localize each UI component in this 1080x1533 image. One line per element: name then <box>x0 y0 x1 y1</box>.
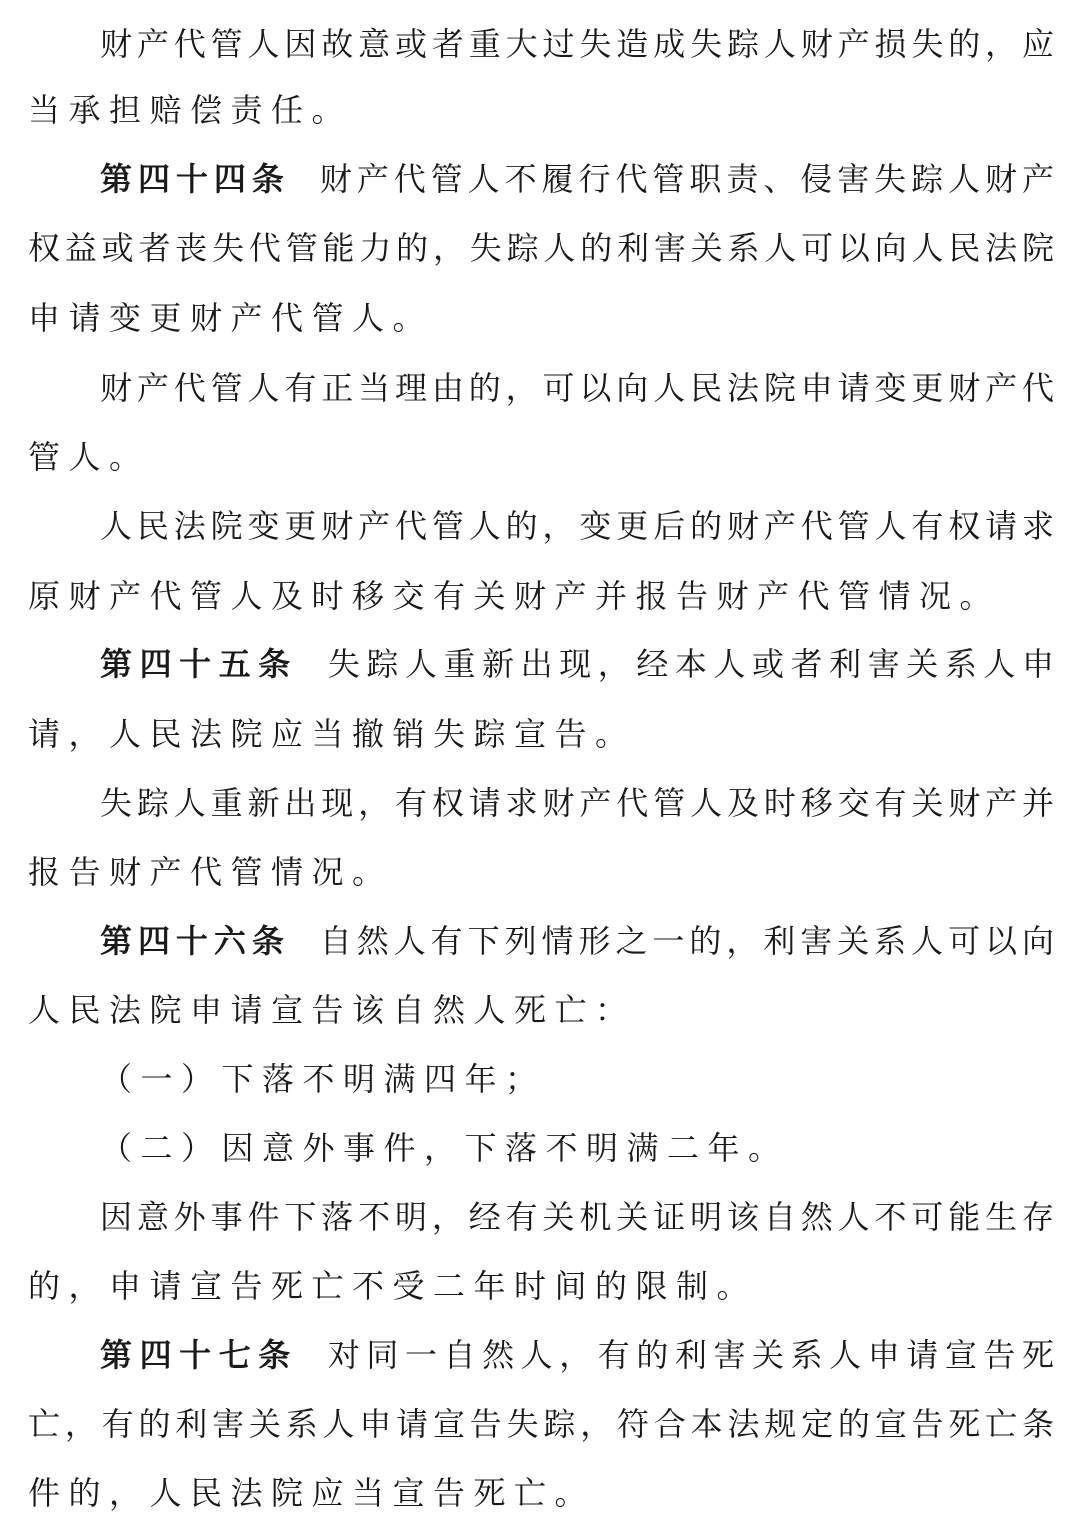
paragraph-line <box>28 848 1054 896</box>
line-text: 原财产代管人及时移交有关财产并报告财产代管情况。 <box>28 577 1001 615</box>
paragraph-line <box>28 1400 1054 1448</box>
line-text: 人民法院申请宣告该自然人死亡： <box>28 991 636 1029</box>
line-text: 的，申请宣告死亡不受二年时间的限制。 <box>28 1267 758 1305</box>
article-45-heading: 第四十五条 <box>100 645 298 683</box>
line-text: 财产代管人因故意或者重大过失造成失踪人财产损失的，应 <box>100 25 1054 63</box>
paragraph-line <box>28 710 1054 758</box>
paragraph-line <box>28 294 1054 342</box>
line-text: 权益或者丧失代管能力的，失踪人的利害关系人可以向人民法院 <box>28 229 1054 267</box>
line-text: 管人。 <box>28 438 150 476</box>
paragraph-line <box>100 20 1054 68</box>
article-47-heading: 第四十七条 <box>100 1336 298 1374</box>
paragraph-line <box>28 433 1054 481</box>
line-text: 失踪人重新出现，经本人或者利害关系人申 <box>327 645 1054 683</box>
article-44-line <box>100 155 1054 203</box>
line-text: （一）下落不明满四年； <box>100 1060 546 1098</box>
paragraph-line <box>28 1469 1054 1517</box>
list-item <box>100 1124 1054 1172</box>
line-text: 报告财产代管情况。 <box>28 853 393 891</box>
paragraph-line <box>28 986 1054 1034</box>
article-46-line <box>100 917 1054 965</box>
paragraph-line <box>28 224 1054 272</box>
paragraph-line <box>100 364 1054 412</box>
paragraph-line <box>100 779 1054 827</box>
paragraph-line <box>28 572 1054 620</box>
line-text: 请，人民法院应当撤销失踪宣告。 <box>28 715 636 753</box>
article-45-line <box>100 640 1054 688</box>
line-text: 人民法院变更财产代管人的，变更后的财产代管人有权请求 <box>100 507 1054 545</box>
article-47-line <box>100 1331 1054 1379</box>
line-text: 财产代管人不履行代管职责、侵害失踪人财产 <box>319 160 1054 198</box>
list-item <box>100 1055 1054 1103</box>
line-text: 财产代管人有正当理由的，可以向人民法院申请变更财产代 <box>100 369 1054 407</box>
line-text: （二）因意外事件，下落不明满二年。 <box>100 1129 789 1167</box>
paragraph-line <box>28 1262 1054 1310</box>
line-text: 失踪人重新出现，有权请求财产代管人及时移交有关财产并 <box>100 784 1054 822</box>
line-text: 自然人有下列情形之一的，利害关系人可以向 <box>319 922 1054 960</box>
line-text: 因意外事件下落不明，经有关机关证明该自然人不可能生存 <box>100 1198 1054 1236</box>
paragraph-line <box>100 1193 1054 1241</box>
line-text: 件的，人民法院应当宣告死亡。 <box>28 1474 596 1512</box>
line-text: 亡，有的利害关系人申请宣告失踪，符合本法规定的宣告死亡条 <box>28 1405 1054 1443</box>
line-text: 对同一自然人，有的利害关系人申请宣告死 <box>327 1336 1054 1374</box>
article-44-heading: 第四十四条 <box>100 160 290 198</box>
paragraph-line <box>100 502 1054 550</box>
line-text: 申请变更财产代管人。 <box>28 299 434 337</box>
article-46-heading: 第四十六条 <box>100 922 290 960</box>
paragraph-line <box>28 86 1054 134</box>
line-text: 当承担赔偿责任。 <box>28 91 353 129</box>
